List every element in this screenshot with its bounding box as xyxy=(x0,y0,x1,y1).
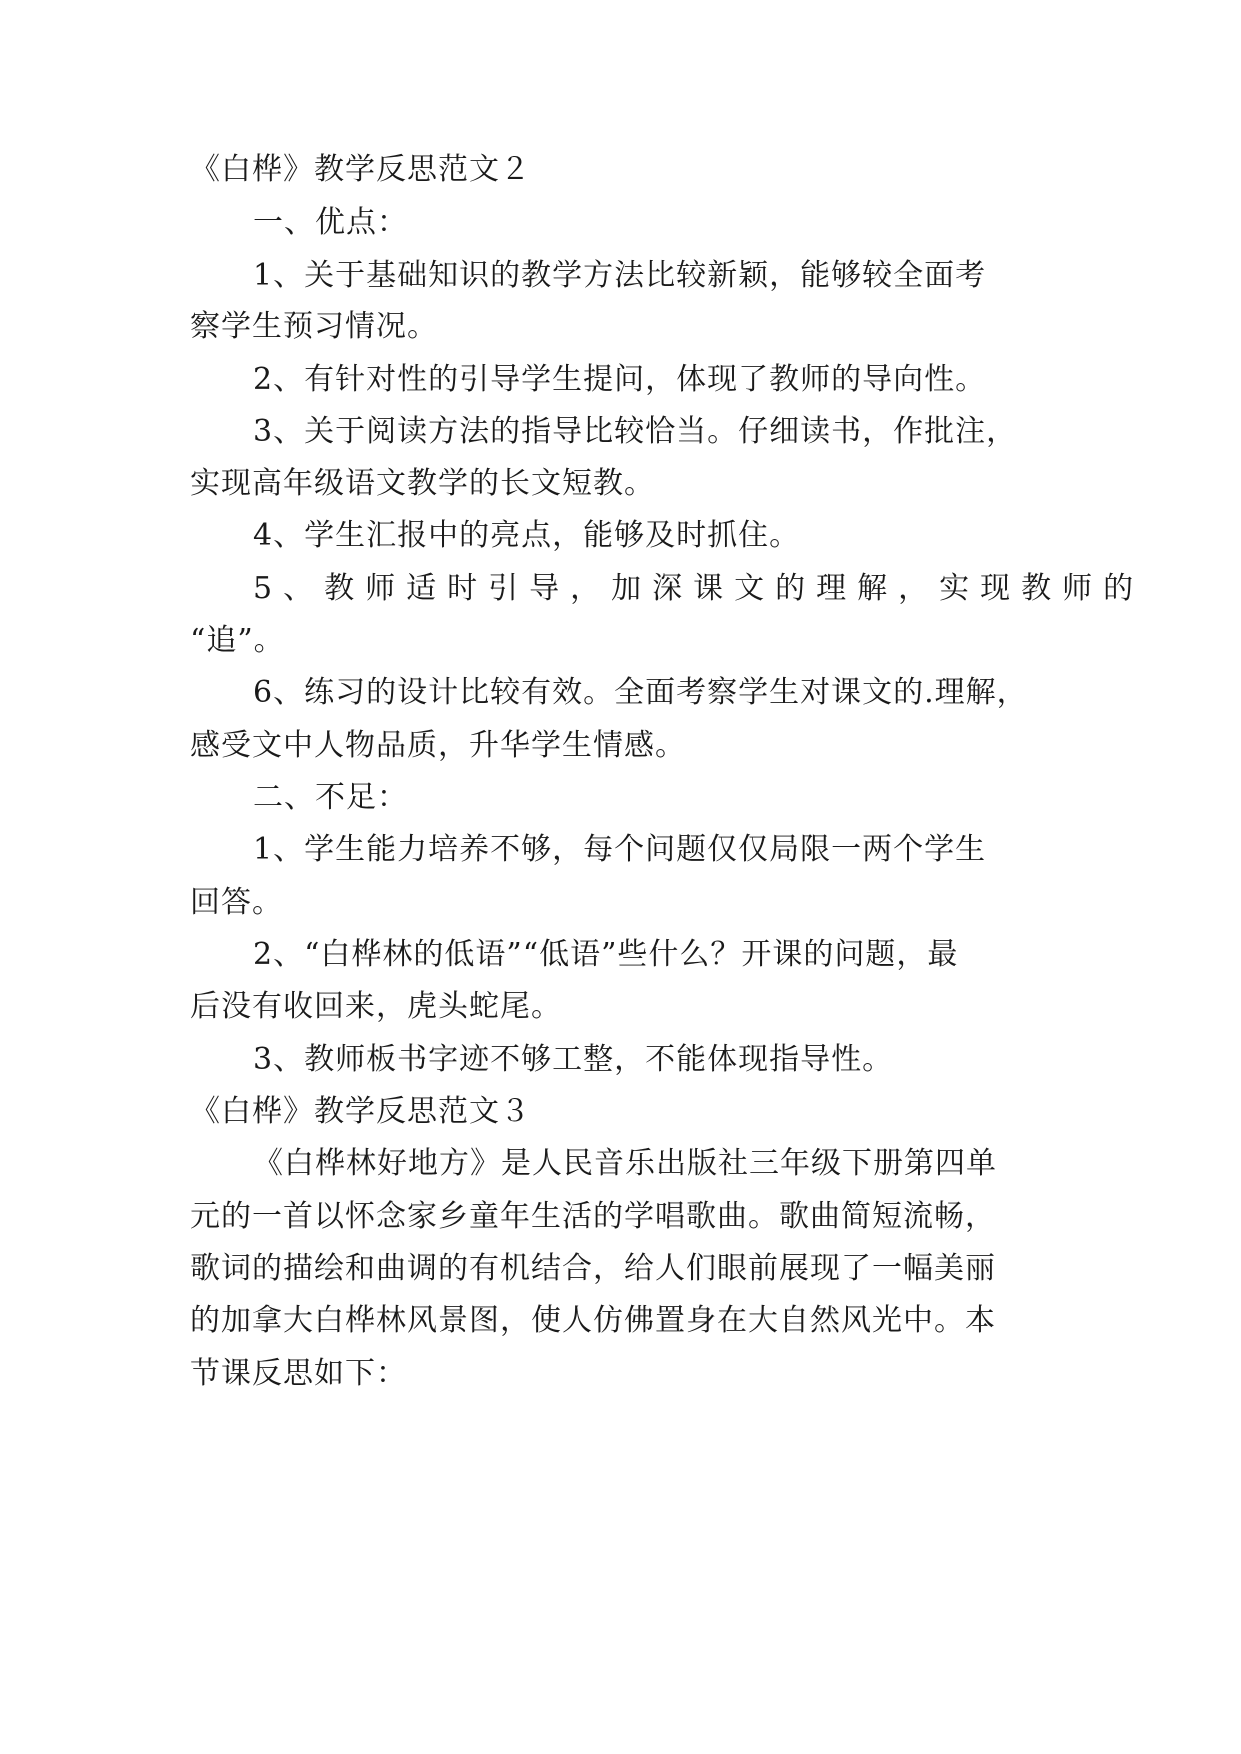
strength-5-line-2: “追”。 xyxy=(190,623,285,658)
section-2-title: 《白桦》教学反思范文２ xyxy=(190,152,531,187)
section-3-paragraph-line-1: 《白桦林好地方》是人民音乐出版社三年级下册第四单 xyxy=(253,1146,997,1181)
strength-2: 2、有针对性的引导学生提问，体现了教师的导向性。 xyxy=(253,362,987,397)
strength-5-line-1: 5、教师适时引导，加深课文的理解，实现教师的 xyxy=(253,571,1145,606)
weakness-1-line-2: 回答。 xyxy=(190,885,283,920)
section-3-title: 《白桦》教学反思范文３ xyxy=(190,1094,531,1129)
weaknesses-heading: 二、不足： xyxy=(253,780,408,815)
strength-6-line-1: 6、练习的设计比较有效。全面考察学生对课文的.理解， xyxy=(253,675,1028,710)
section-3-paragraph-line-2: 元的一首以怀念家乡童年生活的学唱歌曲。歌曲简短流畅， xyxy=(190,1199,996,1234)
weakness-2-line-2: 后没有收回来，虎头蛇尾。 xyxy=(190,989,562,1024)
section-3-paragraph-line-5: 节课反思如下： xyxy=(190,1356,407,1391)
strength-1-line-2: 察学生预习情况。 xyxy=(190,309,438,344)
weakness-3: 3、教师板书字迹不够工整，不能体现指导性。 xyxy=(253,1042,894,1077)
section-3-paragraph-line-3: 歌词的描绘和曲调的有机结合，给人们眼前展现了一幅美丽 xyxy=(190,1251,996,1286)
strength-6-line-2: 感受文中人物品质，升华学生情感。 xyxy=(190,728,686,763)
section-3-paragraph-line-4: 的加拿大白桦林风景图，使人仿佛置身在大自然风光中。本 xyxy=(190,1303,996,1338)
weakness-2-line-1: 2、“白桦林的低语”“低语”些什么？开课的问题，最 xyxy=(253,937,959,972)
strength-3-line-1: 3、关于阅读方法的指导比较恰当。仔细读书，作批注， xyxy=(253,414,1018,449)
strength-3-line-2: 实现高年级语文教学的长文短教。 xyxy=(190,466,655,501)
strength-4: 4、学生汇报中的亮点，能够及时抓住。 xyxy=(253,518,801,553)
strengths-heading: 一、优点： xyxy=(253,205,408,240)
weakness-1-line-1: 1、学生能力培养不够，每个问题仅仅局限一两个学生 xyxy=(253,832,987,867)
strength-1-line-1: 1、关于基础知识的教学方法比较新颖，能够较全面考 xyxy=(253,258,987,293)
